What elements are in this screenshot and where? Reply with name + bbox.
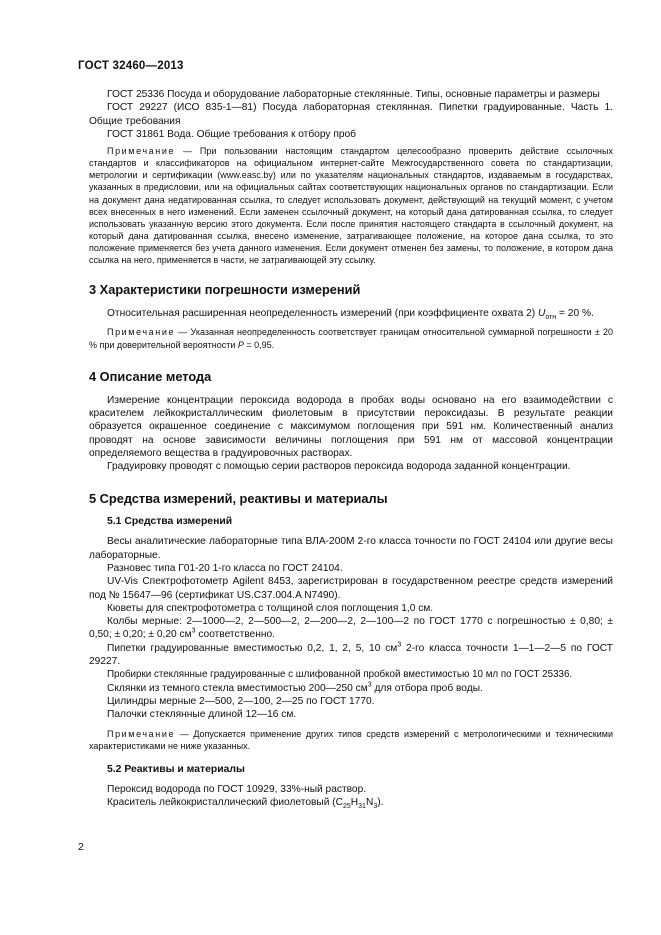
list-item: Весы аналитические лабораторные типа ВЛА-200М 2-го класса точности по ГОСТ 24104 или другие весы лабораторные. xyxy=(89,536,613,561)
page-body xyxy=(89,88,613,809)
note-label: Примечание xyxy=(107,146,176,157)
list-item: Склянки из темного стекла вместимостью 200—250 $см^3$ для отбора проб воды. xyxy=(107,681,483,694)
note-label: Примечание xyxy=(107,728,176,739)
list-item: Краситель лейкокристаллический фиолетовый $(C_{25}H_{31}N_3)$. xyxy=(107,797,384,811)
list-item: Пероксид водорода по ГОСТ 10929, 33%-ный раствор. xyxy=(107,783,367,795)
section-heading: 5 Средства измерений, реактивы и материалы xyxy=(89,491,388,507)
list-item: Палочки стеклянные длиной 12—16 см. xyxy=(107,709,297,721)
note-references: Примечание — При пользовании настоящим стандартом целесообразно проверить действие ссылочных стандартов и классификаторов на официальном интернет-сайте Межгосударственного совета по стандартизации, метрологии и сертификации (www.easc.by) или по указателям национальных стандартов, издаваемым в государствах, указанных в предисловии, или на официальных сайтах соответствующих национальных органов по стандартизации. Если на документ дана недатированная ссылка, то следует использовать документ, действующий на текущий момент, с учетом всех внесенных в него изменений. Если заменен ссылочный документ, на который дана датированная ссылка, то следует использовать указанную версию этого документа. Если после принятия настоящего стандарта в ссылочный документ, на который дана датированная ссылка, внесено изменение, затрагивающее положение, на которое дана ссылка, то это положение применяется без учета данного изменения. Если документ отменен без замены, то положение, в котором дана ссылка на него, применяется в части, не затрагивающей эту ссылку. xyxy=(89,146,613,266)
note-label: Примечание xyxy=(107,327,176,338)
page-number: 2 xyxy=(78,841,84,853)
list-item: Колбы мерные: 2—1000—2, 2—500—2, 2—200—2, 2—100—2 по ГОСТ 1770 с погрешностью ± 0,80; ± 0,50; ± 0,20; ± 0,20 $см^3$ соответственно. xyxy=(89,616,613,641)
paragraph: Измерение концентрации пероксида водорода в пробах воды основано на его взаимодействии с красителем лейкокристаллическим фиолетовым в присутствии пероксидазы. В результате реакции образуется окрашенное соединение с максимумом поглощения при 591 нм. Количественный анализ проводят на основе зависимости величины поглощения при 591 нм от массовой концентрации определяемого вещества в градуировочных растворах. xyxy=(89,394,613,459)
note-text: При пользовании настоящим стандартом целесообразно проверить действие ссылочных стандартов и классификаторов на официальном интернет-сайте Межгосударственного совета по стандартизации, метрологии и сертификации (www.easc.by) или по указателям национальных стандартов, издаваемым в государствах, указанных в предисловии, или на официальных сайтах соответствующих национальных органов по стандартизации. Если на документ дана недатированная ссылка, то следует использовать документ, действующий на текущий момент, с учетом всех внесенных в него изменений. Если заменен ссылочный документ, на который дана датированная ссылка, то следует использовать указанную версию этого документа. Если после принятия настоящего стандарта в ссылочный документ, на который дана датированная ссылка, внесено изменение, затрагивающее положение, на которое дана ссылка, то это положение применяется без учета данного изменения. Если документ отменен без замены, то положение, в котором дана ссылка на него, применяется в части, не затрагивающей эту ссылку. xyxy=(89,146,613,266)
list-item: Пробирки стеклянные градуированные с шлифованной пробкой вместимостью 10 мл по ГОСТ 25336. xyxy=(107,669,573,681)
note-instruments: Примечание — Допускается применение других типов средств измерений с метрологическими и техническими характеристиками не ниже указанных. xyxy=(89,728,613,751)
list-item: Кюветы для спектрофотометра с толщиной слоя поглощения 1,0 см. xyxy=(107,602,434,614)
subsection-heading: 5.1 Средства измерений xyxy=(107,516,233,528)
note-uncertainty: Примечание — Указанная неопределенность соответствует границам относительной суммарной погрешности ± 20 % при доверительной вероятности P = 0,95. xyxy=(89,327,613,350)
document-code-header: ГОСТ 32460—2013 xyxy=(78,60,184,72)
list-item: Разновес типа Г01-20 1-го класса по ГОСТ 24104. xyxy=(107,562,343,574)
paragraph: Градуировку проводят с помощью серии растворов пероксида водорода заданной концентрации. xyxy=(107,461,571,473)
reference-item: ГОСТ 29227 (ИСО 835-1—81) Посуда лабораторная стеклянная. Пипетки градуированные. Часть 1. Общие требования xyxy=(89,102,613,127)
subsection-heading: 5.2 Реактивы и материалы xyxy=(107,763,245,775)
list-item: Цилиндры мерные 2—500, 2—100, 2—25 по ГОСТ 1770. xyxy=(107,695,375,707)
section-heading: 4 Описание метода xyxy=(89,368,212,384)
reference-item: ГОСТ 31861 Вода. Общие требования к отбору проб xyxy=(107,128,356,140)
paragraph: Относительная расширенная неопределенность измерений (при коэффициенте охвата 2) $U_{отн} = 20$ %. xyxy=(107,308,594,322)
section-heading: 3 Характеристики погрешности измерений xyxy=(89,282,361,298)
reference-item: ГОСТ 25336 Посуда и оборудование лабораторные стеклянные. Типы, основные параметры и размеры xyxy=(107,89,600,100)
list-item: Пипетки градуированные вместимостью 0,2, 1, 2, 5, 10 $см^3$ 2-го класса точности 1—1—2—5 по ГОСТ 29227. xyxy=(89,641,613,668)
list-item: UV-Vis Спектрофотометр Agilent 8453, зарегистрирован в государственном реестре средств измерений под № 15647—96 (сертификат US.C37.004.A N7490). xyxy=(89,576,613,601)
